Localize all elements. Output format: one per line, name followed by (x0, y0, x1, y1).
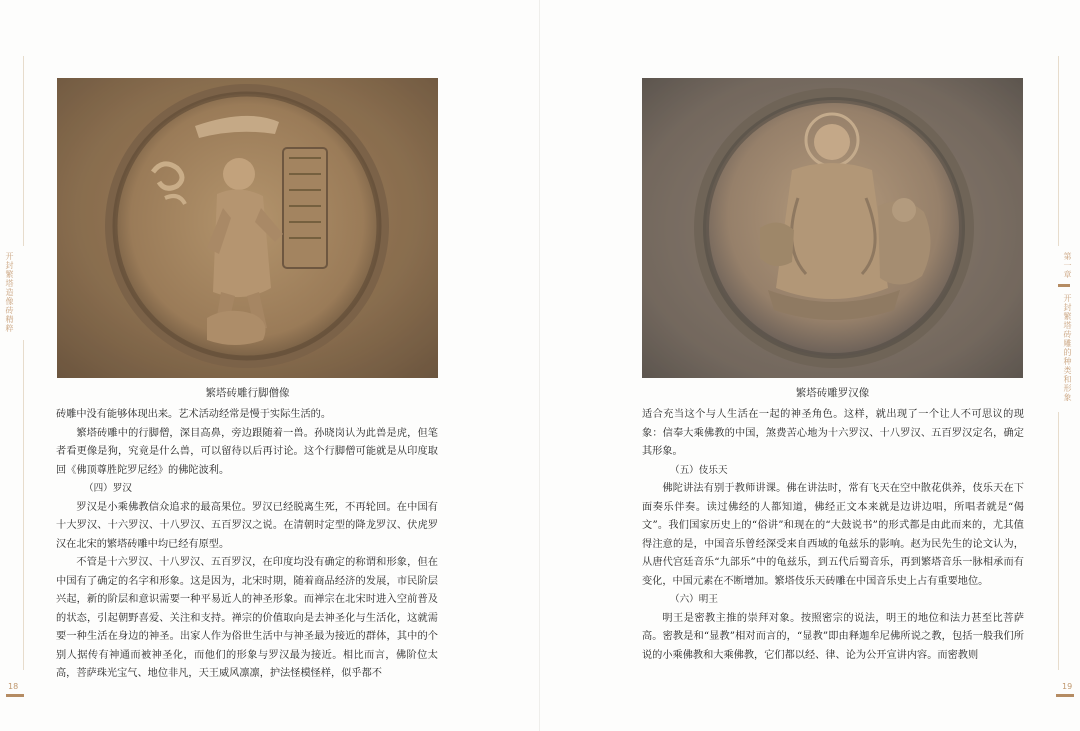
right-section-heading-musician: （五）伎乐天 (670, 464, 728, 476)
left-text-column (56, 406, 438, 684)
right-chapter-label: 第一章 (1063, 252, 1072, 279)
right-paragraph-2: 佛陀讲法有别于教师讲课。佛在讲法时，常有飞天在空中散花供养，伎乐天在下面奏乐伴奏。读过佛经的人都知道，佛经正文本来就是边讲边唱，所唱者就是“偈文”。我们国家历史上的“俗讲”和现在的“大鼓说书”的形式都是由此而来的，尤其值得注意的是，中国音乐曾经深受来自西域的龟兹乐的影响。赵为民先生的论文认为，从唐代宫廷音乐“九部乐”中的龟兹乐，到五代后蜀音乐，再到繁塔音乐一脉相承而有变化，中国元素在不断增加。繁塔伎乐天砖雕在中国音乐史上占有重要地位。 (642, 483, 1024, 587)
left-paragraph-4: 不管是十六罗汉、十八罗汉、五百罗汉，在印度均没有确定的称谓和形象，但在中国有了确定的名字和形象。这是因为，北宋时期，随着商品经济的发展，市民阶层兴起，新的阶层和意识需要一种平易近人的神圣形象。而禅宗在北宋时进入空前普及的状态，引起朝野喜爱、关注和支持。禅宗的价值取向是去神圣化与生活化，这就需要一种生活在身边的神圣。出家人作为俗世生活中与神圣最为接近的群体，其中的个别人据传有神通而被神圣化，而他们的形象与罗汉最为接近。相比而言，佛阶位太高，菩萨珠光宝气、地位非凡，天王威风凛凛，护法怪模怪样，似乎都不 (56, 557, 438, 679)
right-page-number-bar (1056, 694, 1074, 697)
right-page-number: 19 (1062, 682, 1073, 691)
right-margin-rule-lower (1058, 412, 1059, 670)
left-page-number: 18 (8, 682, 19, 691)
right-running-title: 开封繁塔砖雕的种类和形象 (1063, 294, 1072, 402)
right-chapter-bar (1058, 284, 1070, 287)
left-section-heading-arhat: （四）罗汉 (84, 483, 132, 494)
left-paragraph-1: 砖雕中没有能够体现出来。艺术活动经常是慢于实际生活的。 (56, 409, 332, 420)
right-text-column (642, 406, 1024, 665)
left-running-title: 开封繁塔造像砖精粹 (5, 252, 14, 333)
left-paragraph-3: 罗汉是小乘佛教信众追求的最高果位。罗汉已经脱离生死，不再轮回。在中国有十大罗汉、十六罗汉、十八罗汉、五百罗汉之说。在清朝时定型的降龙罗汉、伏虎罗汉在北宋的繁塔砖雕中均已经有原型。 (56, 501, 438, 550)
right-paragraph-1: 适合充当这个与人生活在一起的神圣角色。这样，就出现了一个让人不可思议的现象：信奉大乘佛教的中国，煞费苦心地为十六罗汉、十八罗汉、五百罗汉定名，确定其形象。 (642, 409, 1024, 457)
right-figure-caption: 繁塔砖雕罗汉像 (795, 387, 870, 399)
arhat-relief-image (642, 78, 1023, 378)
right-margin-rule (1058, 56, 1059, 246)
left-margin-rule (23, 56, 24, 246)
monk-relief-image (57, 78, 438, 378)
left-margin-rule-lower (23, 340, 24, 670)
right-figure-photo (642, 78, 1023, 378)
left-figure-photo (57, 78, 438, 378)
left-paragraph-2: 繁塔砖雕中的行脚僧，深目高鼻，旁边跟随着一兽。孙晓岗认为此兽是虎，但笔者看更像是狗，究竟是什么兽，可以留待以后再讨论。这个行脚僧可能就是从印度取回《佛顶尊胜陀罗尼经》的佛陀波利。 (56, 427, 438, 476)
right-paragraph-3: 明王是密教主推的崇拜对象。按照密宗的说法，明王的地位和法力甚至比菩萨高。密教是和“显教”相对而言的，“显教”即由释迦牟尼佛所说之教，包括一般我们所说的小乘佛教和大乘佛教，它们都以经、律、论为公开宣讲内容。而密教则 (642, 612, 1024, 661)
left-figure-caption: 繁塔砖雕行脚僧像 (205, 387, 290, 399)
left-page-number-bar (6, 694, 24, 697)
right-page (540, 0, 1080, 731)
right-section-heading-vidyaraja: （六）明王 (670, 594, 718, 605)
